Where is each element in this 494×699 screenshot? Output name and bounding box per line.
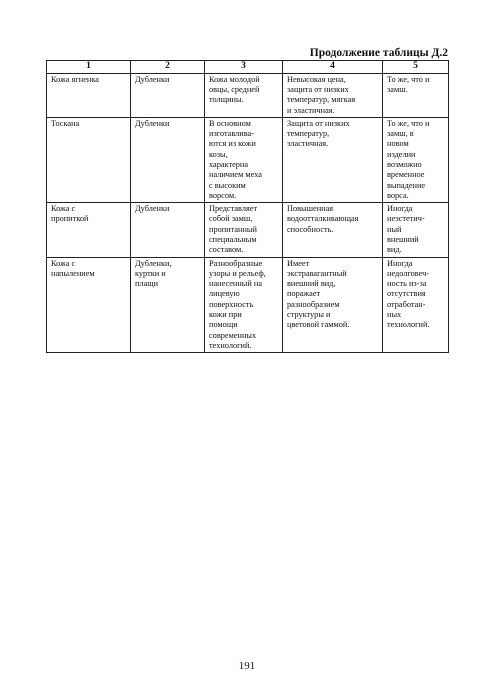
cell-text-line: пропиткой: [51, 214, 89, 224]
cell-text-line: Иногда: [387, 204, 413, 214]
table-cell-col4: [283, 203, 383, 257]
cell-text-line: и эластичная.: [287, 105, 335, 115]
table-row: [47, 73, 449, 117]
cell-text-line: составом.: [209, 245, 244, 255]
cell-text-line: Кожа с: [51, 258, 76, 268]
cell-text-line: замш.: [387, 85, 408, 95]
column-header-2: 2: [131, 61, 205, 74]
cell-text-line: характерна: [209, 160, 249, 170]
cell-text-line: температур,: [287, 129, 330, 139]
cell-text-line: эластичная.: [287, 139, 329, 149]
table-caption: Продолжение таблицы Д.2: [309, 47, 448, 59]
table-cell-col5: [383, 117, 449, 202]
cell-text-line: отработан-: [387, 299, 426, 309]
cell-text-line: пропитанный: [209, 224, 257, 234]
cell-text-line: ются из кожи: [209, 139, 256, 149]
table-row: [47, 257, 449, 353]
cell-text-line: вид.: [387, 245, 402, 255]
column-header-5: 5: [383, 61, 449, 74]
table-cell-col5: [383, 203, 449, 257]
leather-types-table: [46, 60, 449, 353]
cell-text-line: внешний: [387, 234, 419, 244]
table-cell-col5: [383, 73, 449, 117]
cell-text-line: ных: [387, 309, 402, 319]
cell-text-line: собой замш,: [209, 214, 253, 224]
table-cell-col4: [283, 257, 383, 353]
cell-text-line: Кожа с: [51, 204, 76, 214]
table-cell-col1: [47, 117, 131, 202]
column-header-1: 1: [47, 61, 131, 74]
cell-text-line: куртки и: [135, 268, 166, 278]
cell-text-line: Дубленки,: [135, 258, 172, 268]
cell-text-line: напылением: [51, 268, 95, 278]
table-cell-col3: [205, 73, 283, 117]
table-body: [47, 73, 449, 352]
cell-text-line: Кожа молодой: [209, 74, 260, 84]
cell-text-line: неэстетич-: [387, 214, 425, 224]
table-cell-col2: [131, 117, 205, 202]
cell-text-line: Невысокая цена,: [287, 74, 346, 84]
cell-text-line: выпадение: [387, 180, 426, 190]
cell-text-line: структуры и: [287, 309, 331, 319]
table-cell-col4: [283, 117, 383, 202]
cell-text-line: отсутствия: [387, 289, 426, 299]
cell-text-line: В основном: [209, 118, 251, 128]
table-cell-col3: [205, 203, 283, 257]
cell-text-line: Дубленки: [135, 204, 170, 214]
header-row: [47, 61, 449, 74]
table-cell-col2: [131, 257, 205, 353]
cell-text-line: возможно: [387, 160, 422, 170]
cell-text-line: лицевую: [209, 289, 240, 299]
cell-text-line: технологий.: [209, 340, 252, 350]
cell-text-line: Повышенная: [287, 204, 334, 214]
table-row: [47, 203, 449, 257]
table-cell-col4: [283, 73, 383, 117]
cell-text-line: разнообразием: [287, 299, 340, 309]
cell-text-line: нанесенный на: [209, 279, 263, 289]
cell-text-line: наличием меха: [209, 170, 262, 180]
cell-text-line: изготавлива-: [209, 129, 255, 139]
cell-text-line: козы,: [209, 149, 228, 159]
cell-text-line: современных: [209, 330, 257, 340]
table-cell-col1: [47, 73, 131, 117]
cell-text-line: овцы, средней: [209, 85, 260, 95]
table-cell-col3: [205, 117, 283, 202]
cell-text-line: узоры и рельеф,: [209, 268, 266, 278]
cell-text-line: кожи при: [209, 309, 242, 319]
cell-text-line: внешний вид,: [287, 279, 336, 289]
cell-text-line: ворсом.: [209, 190, 237, 200]
cell-text-line: То же, что и: [387, 74, 430, 84]
cell-text-line: защита от низких: [287, 85, 349, 95]
cell-text-line: Дубленки: [135, 74, 170, 84]
cell-text-line: ворса.: [387, 190, 409, 200]
table-cell-col2: [131, 73, 205, 117]
cell-text-line: Кожа ягненка: [51, 74, 99, 84]
cell-text-line: Дубленки: [135, 118, 170, 128]
cell-text-line: новом: [387, 139, 409, 149]
cell-text-line: Тоскана: [51, 118, 80, 128]
cell-text-line: с высоким: [209, 180, 246, 190]
cell-text-line: Имеет: [287, 258, 310, 268]
cell-text-line: способность.: [287, 224, 334, 234]
cell-text-line: плащи: [135, 279, 159, 289]
cell-text-line: технологий.: [387, 320, 430, 330]
cell-text-line: экстравагантный: [287, 268, 347, 278]
column-header-3: 3: [205, 61, 283, 74]
cell-text-line: Разнообразные: [209, 258, 263, 268]
table-row: [47, 117, 449, 202]
cell-text-line: цветовой гаммой.: [287, 320, 350, 330]
cell-text-line: поверхность: [209, 299, 254, 309]
table-cell-col3: [205, 257, 283, 353]
cell-text-line: поражает: [287, 289, 321, 299]
cell-text-line: водоотталкивающая: [287, 214, 359, 224]
cell-text-line: специальным: [209, 234, 257, 244]
cell-text-line: ность из-за: [387, 279, 427, 289]
cell-text-line: недолговеч-: [387, 268, 430, 278]
table-cell-col1: [47, 203, 131, 257]
cell-text-line: замш, в: [387, 129, 414, 139]
cell-text-line: ный: [387, 224, 402, 234]
cell-text-line: То же, что и: [387, 118, 430, 128]
page-number: 191: [238, 660, 256, 672]
cell-text-line: толщины.: [209, 95, 244, 105]
table-cell-col2: [131, 203, 205, 257]
cell-text-line: временное: [387, 170, 425, 180]
cell-text-line: Иногда: [387, 258, 413, 268]
cell-text-line: помощи: [209, 320, 238, 330]
cell-text-line: Представляет: [209, 204, 258, 214]
table-cell-col5: [383, 257, 449, 353]
table-cell-col1: [47, 257, 131, 353]
cell-text-line: Защита от низких: [287, 118, 350, 128]
column-header-4: 4: [283, 61, 383, 74]
cell-text-line: изделии: [387, 149, 416, 159]
cell-text-line: температур, мягкая: [287, 95, 356, 105]
